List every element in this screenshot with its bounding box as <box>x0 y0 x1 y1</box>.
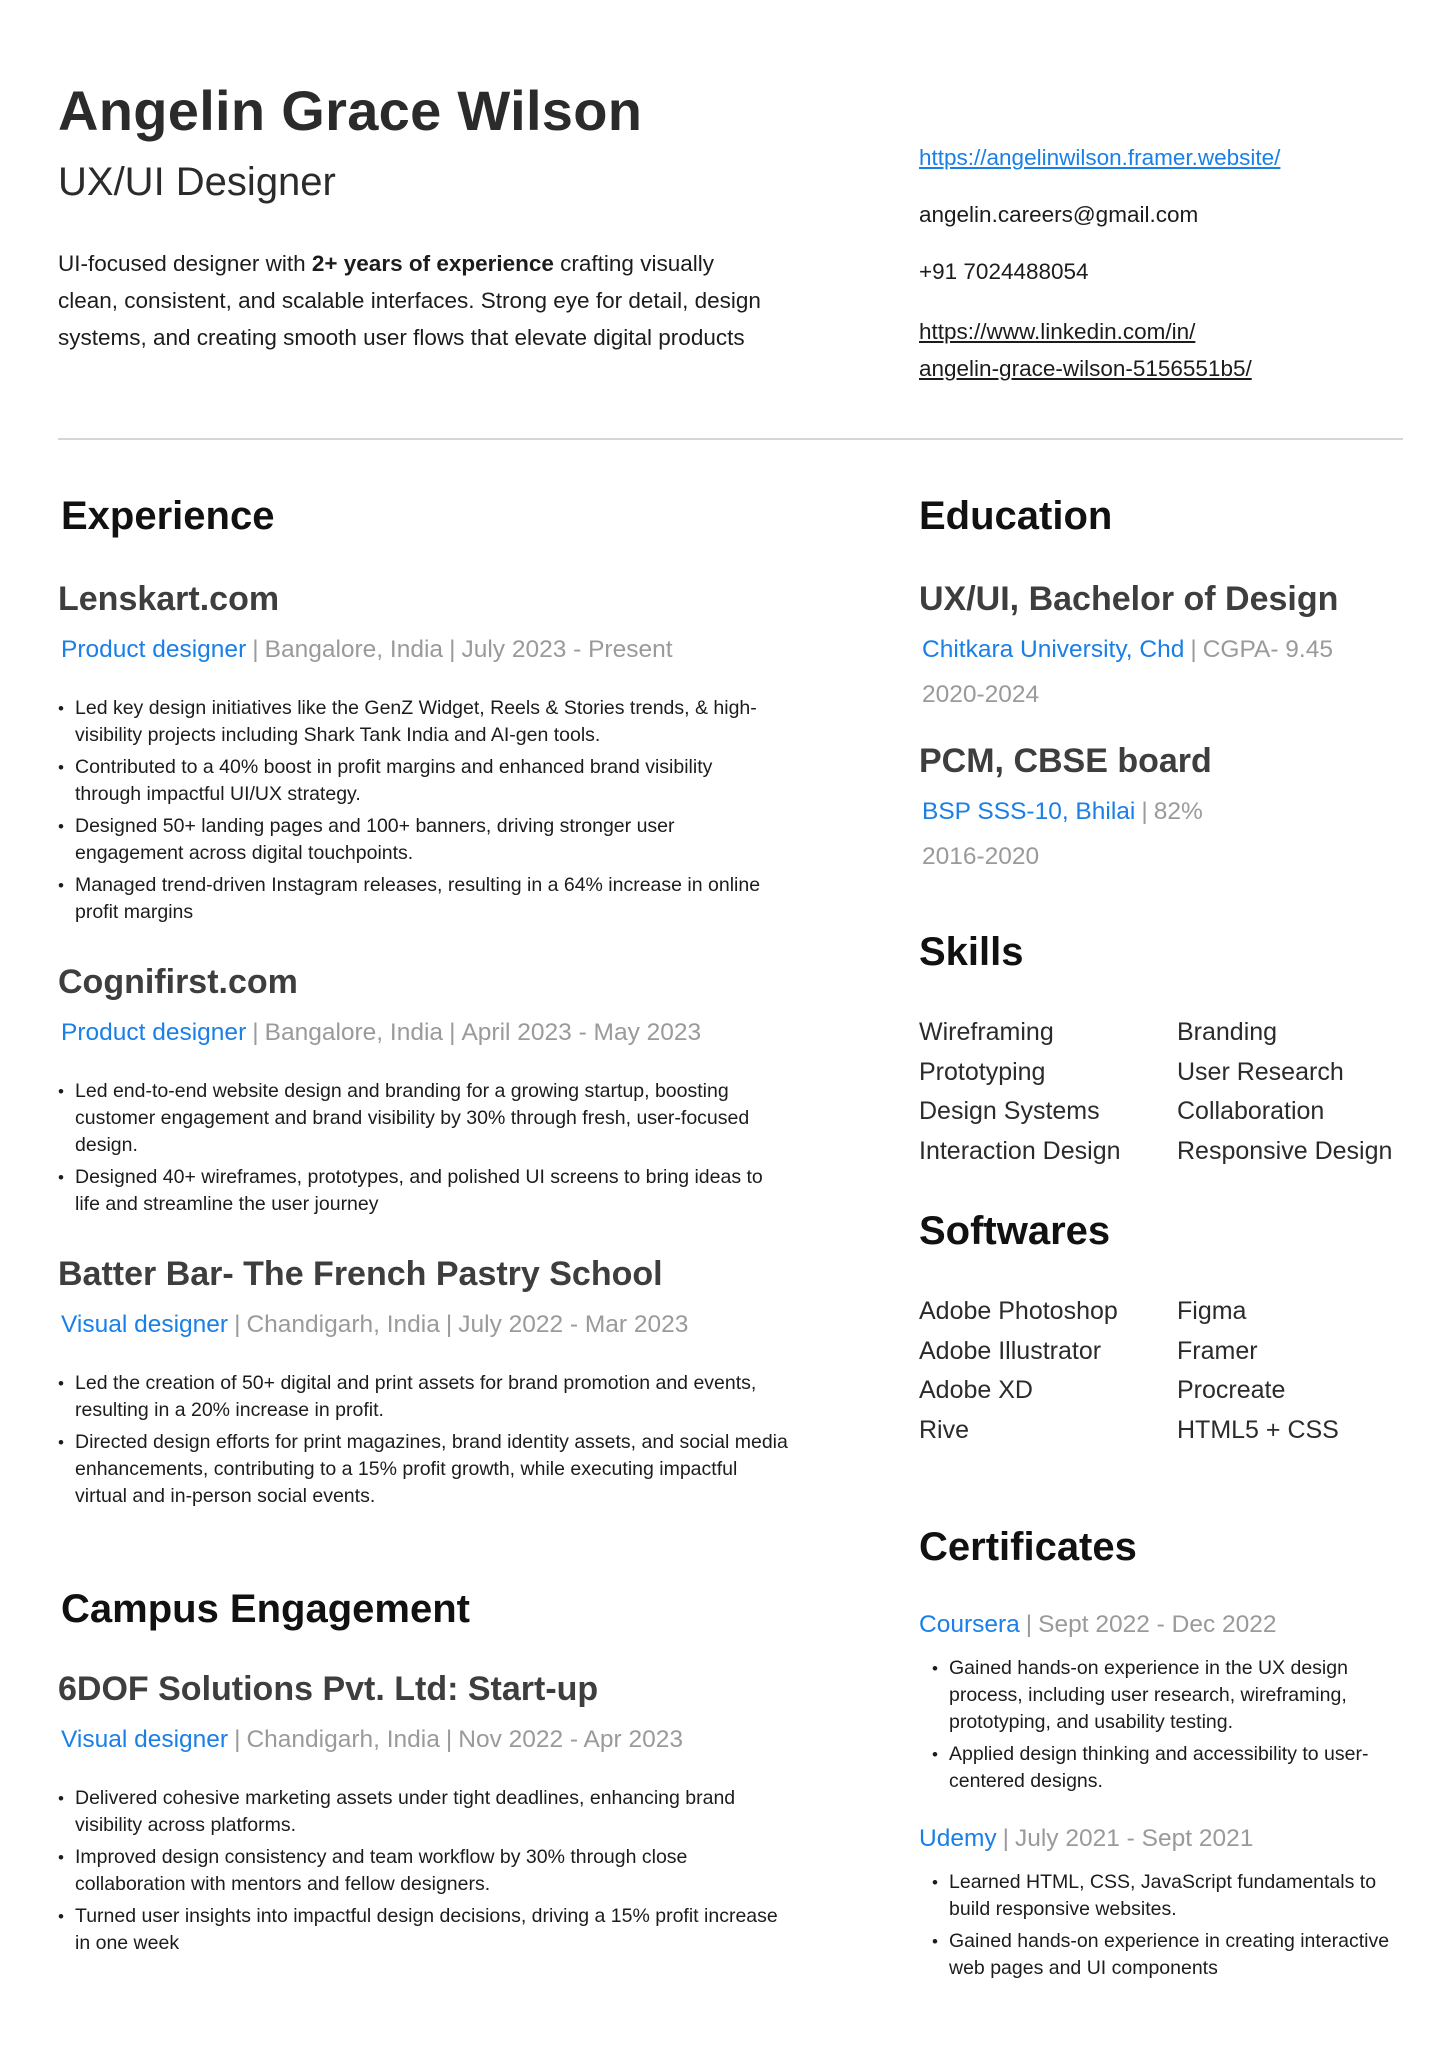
summary-highlight: 2+ years of experience <box>311 251 554 276</box>
skill-item: Wireframing <box>919 1018 1054 1046</box>
bullet-item: • Gained hands-on experience in the UX design process, including user research, wireframing, prototyping, and usability testing. <box>932 1655 1412 1736</box>
experience-heading: Experience <box>61 494 275 538</box>
certificate-meta: Coursera | Sept 2022 - Dec 2022 <box>919 1611 1277 1638</box>
skill-item: Branding <box>1177 1018 1278 1046</box>
bullet-item: • Managed trend-driven Instagram releases, resulting in a 64% increase in online profit margins <box>58 872 783 926</box>
bullet-item: • Contributed to a 40% boost in profit margins and enhanced brand visibility through impactful UI/UX strategy. <box>58 754 783 808</box>
job-meta: Product designer | Bangalore, India | April 2023 - May 2023 <box>61 1019 702 1046</box>
education-meta: Chitkara University, Chd | CGPA- 9.45 <box>922 636 1333 663</box>
job-role: Product designer <box>61 636 247 663</box>
software-item: Figma <box>1177 1297 1247 1325</box>
bullet-item: • Delivered cohesive marketing assets under tight deadlines, enhancing brand visibility across platforms. <box>58 1785 793 1839</box>
job-company: Batter Bar- The French Pastry School <box>58 1255 663 1293</box>
job-dates: July 2023 - Present <box>461 636 673 663</box>
linkedin-link[interactable] <box>919 313 1419 387</box>
skill-item: Prototyping <box>919 1057 1046 1086</box>
skill-item: Collaboration <box>1177 1097 1325 1125</box>
school-name: Chitkara University, Chd <box>922 636 1185 663</box>
profile-summary <box>58 245 778 356</box>
job-dates: July 2022 - Mar 2023 <box>458 1311 689 1338</box>
skill-item: User Research <box>1177 1057 1344 1086</box>
software-item: Adobe Illustrator <box>919 1336 1102 1365</box>
education-meta: BSP SSS-10, Bhilai | 82% <box>922 798 1203 825</box>
job-bullets <box>58 1370 793 1515</box>
campus-bullets <box>58 1785 793 1962</box>
skills-heading: Skills <box>919 930 1024 974</box>
software-item: Framer <box>1177 1336 1258 1365</box>
linkedin-line-1: https://www.linkedin.com/in/ <box>919 319 1196 344</box>
contact-block <box>919 142 1419 387</box>
certificates-heading: Certificates <box>919 1525 1137 1569</box>
portfolio-link[interactable]: https://angelinwilson.framer.website/ <box>919 145 1281 170</box>
certificate-bullets <box>932 1655 1412 1800</box>
job-meta: Visual designer | Chandigarh, India | July 2022 - Mar 2023 <box>61 1311 689 1338</box>
software-item: Adobe XD <box>919 1376 1033 1404</box>
bullet-item: • Gained hands-on experience in creating interactive web pages and UI components <box>932 1928 1412 1982</box>
software-item: Rive <box>919 1415 970 1444</box>
linkedin-line-2: angelin-grace-wilson-5156551b5/ <box>919 356 1252 381</box>
skills-list <box>919 1013 1437 1171</box>
certificate-provider: Coursera <box>919 1611 1020 1638</box>
bullet-item: • Turned user insights into impactful design decisions, driving a 15% profit increase in one week <box>58 1903 793 1957</box>
software-item: Procreate <box>1177 1376 1286 1404</box>
education-heading: Education <box>919 494 1113 538</box>
bullet-item: • Led key design initiatives like the GenZ Widget, Reels & Stories trends, & high-visibility projects including Shark Tank India and AI-gen tools. <box>58 695 783 749</box>
job-bullets <box>58 1078 783 1223</box>
job-bullets <box>58 695 783 931</box>
bullet-item: • Designed 40+ wireframes, prototypes, and polished UI screens to bring ideas to life and streamline the user journey <box>58 1164 783 1218</box>
bullet-item: • Designed 50+ landing pages and 100+ banners, driving stronger user engagement across digital touchpoints. <box>58 813 783 867</box>
bullet-item: • Led the creation of 50+ digital and print assets for brand promotion and events, resulting in a 20% increase in profit. <box>58 1370 793 1424</box>
job-meta: Product designer | Bangalore, India | July 2023 - Present <box>61 636 673 663</box>
campus-company: 6DOF Solutions Pvt. Ltd: Start-up <box>58 1670 599 1708</box>
candidate-name: Angelin Grace Wilson <box>58 79 643 142</box>
email-text: angelin.careers@gmail.com <box>919 202 1199 227</box>
software-item: Adobe Photoshop <box>919 1297 1118 1325</box>
certificate-dates: Sept 2022 - Dec 2022 <box>1038 1611 1277 1638</box>
summary-text-start: UI-focused designer with <box>58 251 312 276</box>
skill-item: Responsive Design <box>1177 1136 1393 1165</box>
degree-title: UX/UI, Bachelor of Design <box>919 580 1339 618</box>
bullet-item: • Learned HTML, CSS, JavaScript fundamentals to build responsive websites. <box>932 1869 1412 1923</box>
education-score: CGPA- 9.45 <box>1202 636 1333 663</box>
campus-location: Chandigarh, India <box>246 1726 440 1753</box>
education-years: 2020-2024 <box>922 681 1040 708</box>
job-role: Visual designer <box>61 1311 229 1338</box>
softwares-list <box>919 1292 1437 1450</box>
certificate-dates: July 2021 - Sept 2021 <box>1014 1825 1254 1852</box>
job-location: Chandigarh, India <box>246 1311 440 1338</box>
software-item: HTML5 + CSS <box>1177 1415 1339 1444</box>
softwares-heading: Softwares <box>919 1209 1111 1253</box>
campus-role: Visual designer <box>61 1726 229 1753</box>
certificate-bullets <box>932 1869 1412 1987</box>
skill-item: Design Systems <box>919 1097 1100 1125</box>
job-company: Lenskart.com <box>58 580 280 618</box>
bullet-item: • Applied design thinking and accessibility to user-centered designs. <box>932 1741 1412 1795</box>
campus-dates: Nov 2022 - Apr 2023 <box>458 1726 683 1753</box>
job-location: Bangalore, India <box>264 1019 444 1046</box>
phone-text: +91 7024488054 <box>919 259 1089 284</box>
candidate-role: UX/UI Designer <box>58 160 336 204</box>
header-divider <box>58 438 1403 440</box>
job-dates: April 2023 - May 2023 <box>461 1019 702 1046</box>
education-years: 2016-2020 <box>922 843 1040 870</box>
degree-title: PCM, CBSE board <box>919 742 1212 780</box>
school-name: BSP SSS-10, Bhilai <box>922 798 1136 825</box>
bullet-item: • Improved design consistency and team workflow by 30% through close collaboration with mentors and fellow designers. <box>58 1844 793 1898</box>
job-company: Cognifirst.com <box>58 963 298 1001</box>
skill-item: Interaction Design <box>919 1136 1121 1165</box>
certificate-meta: Udemy | July 2021 - Sept 2021 <box>919 1825 1254 1852</box>
job-location: Bangalore, India <box>264 636 444 663</box>
job-role: Product designer <box>61 1019 247 1046</box>
education-score: 82% <box>1153 798 1203 825</box>
bullet-item: • Led end-to-end website design and branding for a growing startup, boosting customer engagement and brand visibility by 30% through fresh, user-focused design. <box>58 1078 783 1159</box>
summary-text-end: crafting visually clean, consistent, and scalable interfaces. Strong eye for detail, design systems, and creating smooth user flows that elevate digital products <box>58 251 761 350</box>
certificate-provider: Udemy <box>919 1825 997 1852</box>
campus-meta: Visual designer | Chandigarh, India | Nov 2022 - Apr 2023 <box>61 1726 683 1753</box>
bullet-item: • Directed design efforts for print magazines, brand identity assets, and social media enhancements, contributing to a 15% profit growth, while executing impactful virtual and in-person social events. <box>58 1429 793 1510</box>
campus-heading: Campus Engagement <box>61 1587 470 1631</box>
